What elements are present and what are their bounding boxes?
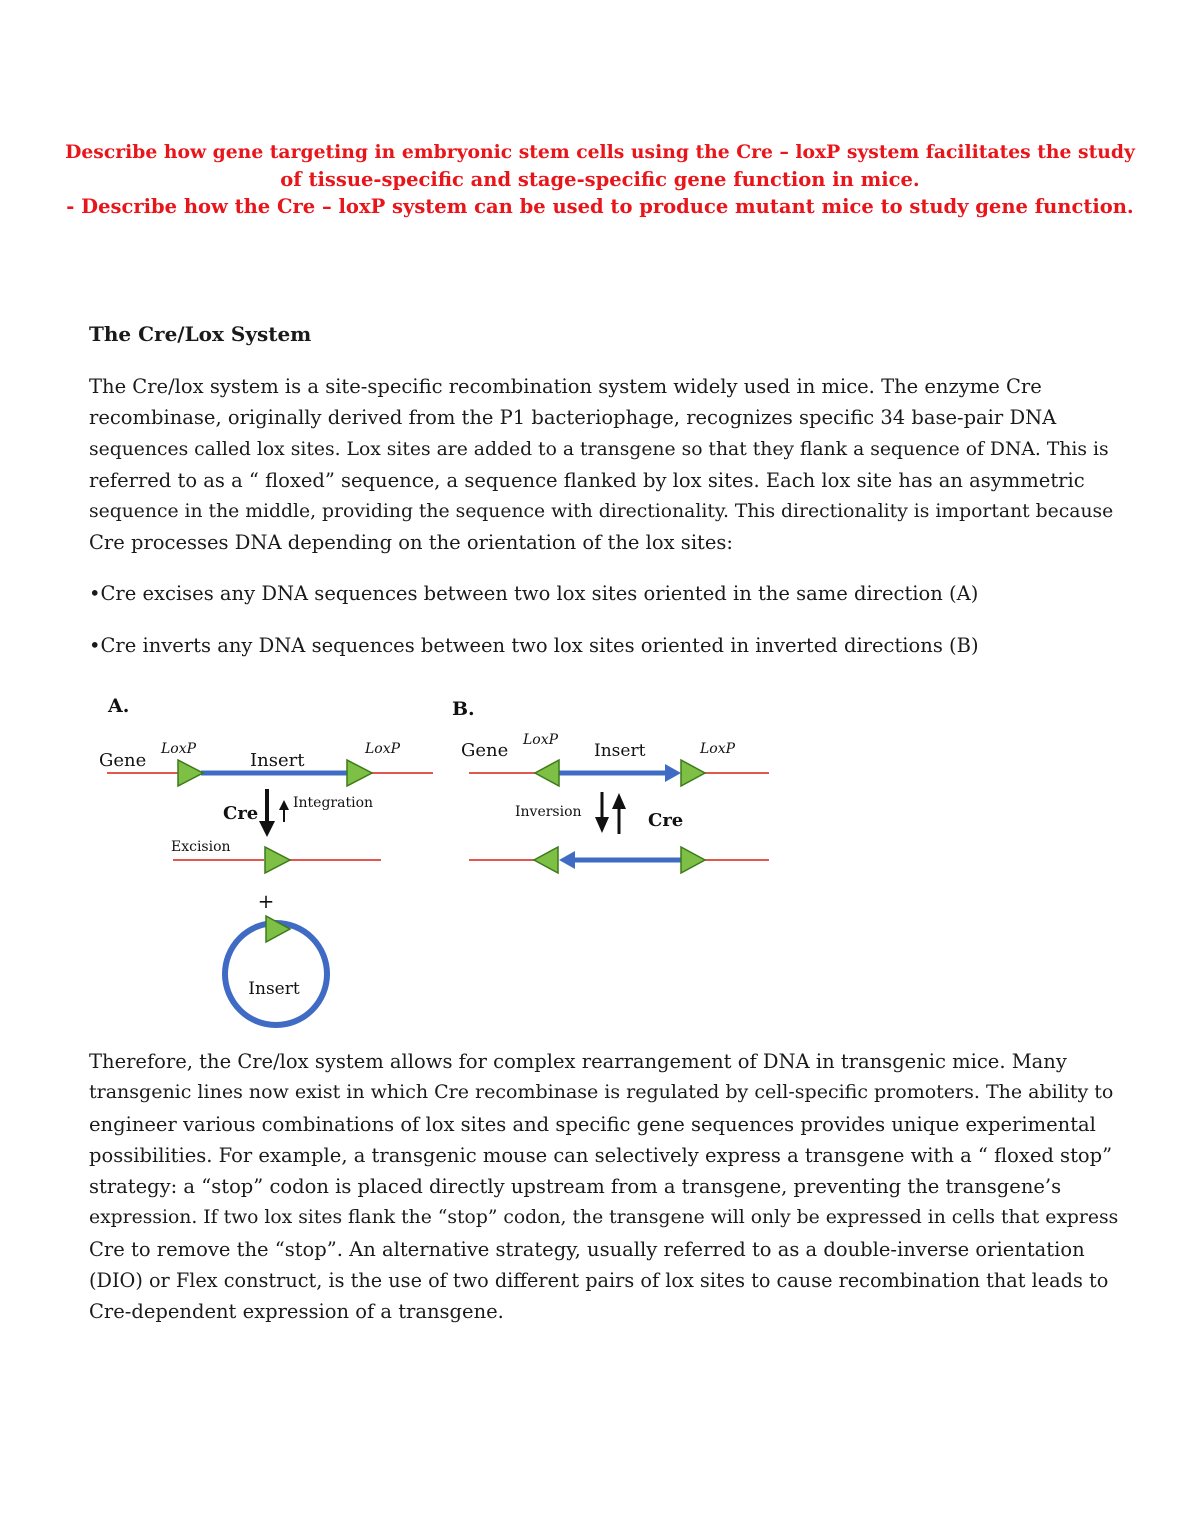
paragraph-line: sequences called lox sites. Lox sites are added to a transgene so that they flank a sequence of DNA. This is	[89, 438, 1109, 460]
paragraph-line: recombinase, originally derived from the P1 bacteriophage, recognizes specific 34 base-pair DNA	[89, 406, 1057, 430]
question-line: of tissue-specific and stage-specific gene function in mice.	[280, 168, 920, 191]
up-arrow-icon	[612, 793, 626, 834]
paragraph-line: (DIO) or Flex construct, is the use of two different pairs of lox sites to cause recombination that leads to	[89, 1269, 1109, 1293]
loxp-triangle-icon	[535, 760, 559, 786]
question-block	[60, 139, 1140, 220]
plus-sign: +	[257, 889, 275, 913]
circle-insert-label: Insert	[248, 979, 300, 999]
conclusion-paragraph	[89, 1046, 1119, 1328]
gene-label-a: Gene	[99, 750, 147, 771]
loxp-label-b-right: LoxP	[700, 741, 736, 757]
loxp-triangle-icon	[681, 760, 705, 786]
loxp-triangle-icon	[534, 847, 558, 873]
insert-arrow-icon	[665, 764, 681, 782]
loxp-triangle-icon	[347, 760, 372, 786]
up-arrow-icon	[279, 800, 289, 822]
paragraph-line: sequence in the middle, providing the sequence with directionality. This directionality is important because	[89, 501, 1114, 523]
inversion-label: Inversion	[515, 804, 582, 820]
question-line: Describe how gene targeting in embryonic stem cells using the Cre – loxP system facilitates the study	[65, 141, 1135, 163]
paragraph-line: transgenic lines now exist in which Cre recombinase is regulated by cell-specific promoters. The ability to	[89, 1081, 1114, 1104]
loxp-label-a-left: LoxP	[161, 741, 197, 757]
paragraph-line: referred to as a “ floxed” sequence, a sequence flanked by lox sites. Each lox site has an asymmetric	[89, 468, 1085, 492]
insert-arrow-icon	[559, 851, 575, 869]
intro-paragraph	[89, 371, 1119, 559]
cre-label-a: Cre	[223, 803, 259, 824]
panel-b	[452, 698, 769, 873]
paragraph-line: Therefore, the Cre/lox system allows for complex rearrangement of DNA in transgenic mice. Many	[89, 1050, 1067, 1073]
loxp-triangle-icon	[266, 916, 290, 942]
bullet-excision: •Cre excises any DNA sequences between two lox sites oriented in the same direction (A)	[89, 582, 979, 605]
integration-label: Integration	[293, 795, 374, 811]
paragraph-line: expression. If two lox sites flank the “stop” codon, the transgene will only be expressed in cells that express	[89, 1207, 1119, 1229]
loxp-label-a-right: LoxP	[365, 741, 401, 757]
insert-label-a: Insert	[250, 750, 305, 771]
gene-label-b: Gene	[461, 740, 509, 761]
insert-label-b: Insert	[594, 741, 646, 761]
down-arrow-icon	[259, 789, 275, 837]
panel-a	[99, 695, 433, 1025]
paragraph-line: The Cre/lox system is a site-specific recombination system widely used in mice. The enzyme Cre	[89, 375, 1042, 398]
paragraph-line: engineer various combinations of lox sites and specific gene sequences provides unique experimental	[89, 1112, 1096, 1136]
loxp-triangle-icon	[178, 760, 203, 786]
cre-label-b: Cre	[648, 810, 684, 831]
excision-label: Excision	[171, 839, 231, 855]
loxp-label-b-left: LoxP	[523, 732, 559, 748]
question-line: - Describe how the Cre – loxP system can be used to produce mutant mice to study gene function.	[66, 195, 1134, 218]
bullet-inversion: •Cre inverts any DNA sequences between two lox sites oriented in inverted directions (B)	[89, 634, 979, 657]
paragraph-line: strategy: a “stop” codon is placed directly upstream from a transgene, preventing the transgene’s	[89, 1175, 1062, 1199]
paragraph-line: possibilities. For example, a transgenic mouse can selectively express a transgene with a “ floxed stop”	[89, 1143, 1113, 1167]
section-heading: The Cre/Lox System	[89, 322, 312, 346]
loxp-triangle-icon	[681, 847, 705, 873]
cre-lox-figure	[85, 685, 785, 1030]
paragraph-line: Cre processes DNA depending on the orientation of the lox sites:	[89, 531, 734, 555]
paragraph-line: Cre-dependent expression of a transgene.	[89, 1300, 504, 1324]
circular-plasmid-icon	[225, 923, 327, 1025]
panel-b-label: B.	[452, 698, 475, 720]
panel-a-label: A.	[108, 695, 130, 717]
down-arrow-icon	[595, 792, 609, 833]
paragraph-line: Cre to remove the “stop”. An alternative strategy, usually referred to as a double-inverse orientation	[89, 1237, 1085, 1261]
loxp-triangle-icon	[265, 847, 290, 873]
